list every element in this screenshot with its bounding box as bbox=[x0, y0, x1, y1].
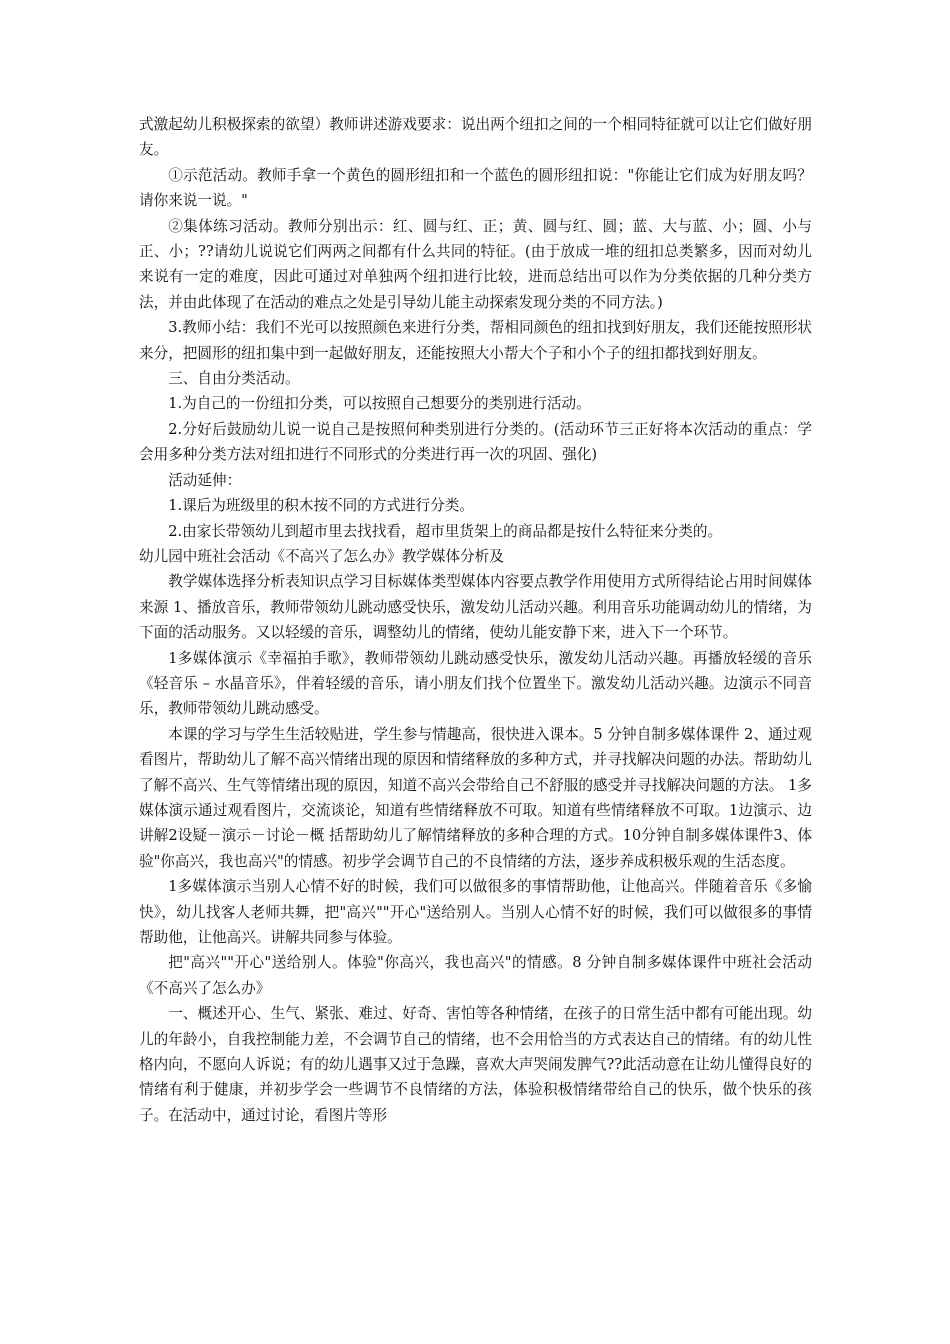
section-heading-free-sorting: 三、自由分类活动。 bbox=[168, 370, 300, 388]
paragraph-sorting-step-1: 1.为自己的一份纽扣分类，可以按照自己想要分的类别进行活动。 bbox=[168, 395, 591, 413]
paragraph-demo-activity: ①示范活动。教师手拿一个黄色的圆形纽扣和一个蓝色的圆形纽扣说："你能让它们成为好朋友吗？请你来说一说。" bbox=[139, 166, 812, 210]
paragraph-game-rules: 式激起幼儿积极探索的欲望）教师讲述游戏要求：说出两个纽扣之间的一个相同特征就可以让它们做好朋友。 bbox=[139, 116, 812, 159]
paragraph-teacher-summary: 3.教师小结：我们不光可以按照颜色来进行分类，帮相同颜色的纽扣找到好朋友，我们还能按照形状来分，把圆形的纽扣集中到一起做好朋友，还能按照大小帮大个子和小个子的纽扣都找到好朋友。 bbox=[139, 319, 812, 362]
paragraph-media-analysis: 教学媒体选择分析表知识点学习目标媒体类型媒体内容要点教学作用使用方式所得结论占用时间媒体来源 1、播放音乐，教师带领幼儿跳动感受快乐，激发幼儿活动兴趣。利用音乐功能调动幼儿的情绪，为下面的活动服务。又以轻缓的音乐，调整幼儿的情绪，使幼儿能安静下来，进入下一个环节。 bbox=[139, 573, 812, 642]
paragraph-extension-2: 2.由家长带领幼儿到超市里去找找看，超市里货架上的商品都是按什么特征来分类的。 bbox=[168, 522, 723, 540]
paragraph-extension-1: 1.课后为班级里的积木按不同的方式进行分类。 bbox=[168, 497, 474, 515]
document-title-line: 幼儿园中班社会活动《不高兴了怎么办》教学媒体分析及 bbox=[139, 547, 504, 565]
section-heading-extension: 活动延伸： bbox=[168, 471, 242, 489]
paragraph-overview: 一、概述开心、生气、紧张、难过、好奇、害怕等各种情绪，在孩子的日常生活中都有可能出现。幼儿的年龄小，自我控制能力差，不会调节自己的情绪，也不会用恰当的方式表达自己的情绪。有的幼儿性格内向，不愿向人诉说；有的幼儿遇事又过于急躁，喜欢大声哭闹发脾气??此活动意在让幼儿懂得良好的情绪有利于健康，并初步学会一些调节不良情绪的方法，体验积极情绪带给自己的快乐，做个快乐的孩子。在活动中，通过讨论，看图片等形 bbox=[139, 1005, 812, 1124]
paragraph-lesson-body: 本课的学习与学生生活较贴进，学生参与情趣高，很快进入课本。5 分钟自制多媒体课件 2、通过观看图片，帮助幼儿了解不高兴情绪出现的原因和情绪释放的多种方式，并寻找解决问题的办法。帮助幼儿了解不高兴、生气等情绪出现的原因，知道不高兴会带给自己不舒服的感受并寻找解决问题的方法。 1多媒体演示通过观看图片，交流谈论，知道有些情绪释放不可取。知道有些情绪释放不可取。1边演示、边讲解2设疑－演示－讨论－概 括帮助幼儿了解情绪释放的多种合理的方式。10分钟自制多媒体课件3、体验"你高兴，我也高兴"的情感。初步学会调节自己的不良情绪的方法，逐步养成积极乐观的生活态度。 bbox=[139, 725, 812, 870]
document-page bbox=[139, 112, 812, 1128]
paragraph-group-practice: ②集体练习活动。教师分别出示：红、圆与红、正；黄、圆与红、圆；蓝、大与蓝、小；圆、小与正、小；??请幼儿说说它们两两之间都有什么共同的特征。(由于放成一堆的纽扣总类繁多，因而对幼儿来说有一定的难度，因此可通过对单独两个纽扣进行比较，进而总结出可以作为分类依据的几种分类方法，并由此体现了在活动的难点之处是引导幼儿能主动探索发现分类的不同方法。) bbox=[139, 217, 812, 311]
paragraph-sorting-step-2: 2.分好后鼓励幼儿说一说自己是按照何种类别进行分类的。(活动环节三正好将本次活动的重点：学会用多种分类方法对纽扣进行不同形式的分类进行再一次的巩固、强化) bbox=[139, 420, 812, 464]
paragraph-media-demo-3: 1多媒体演示当别人心情不好的时候，我们可以做很多的事情帮助他，让他高兴。伴随着音乐《多愉快》，幼儿找客人老师共舞，把"高兴""开心"送给别人。当别人心情不好的时候，我们可以做很多的事情帮助他，让他高兴。讲解共同参与体验。 bbox=[139, 878, 812, 946]
paragraph-share-happiness: 把"高兴""开心"送给别人。体验"你高兴，我也高兴"的情感。8 分钟自制多媒体课件中班社会活动《不高兴了怎么办》 bbox=[139, 954, 812, 997]
paragraph-media-demo-1: 1多媒体演示《幸福拍手歌》，教师带领幼儿跳动感受快乐，激发幼儿活动兴趣。再播放轻缓的音乐《轻音乐 – 水晶音乐》，伴着轻缓的音乐，请小朋友们找个位置坐下。激发幼儿活动兴趣。边演示不同音乐，教师带领幼儿跳动感受。 bbox=[139, 649, 812, 718]
